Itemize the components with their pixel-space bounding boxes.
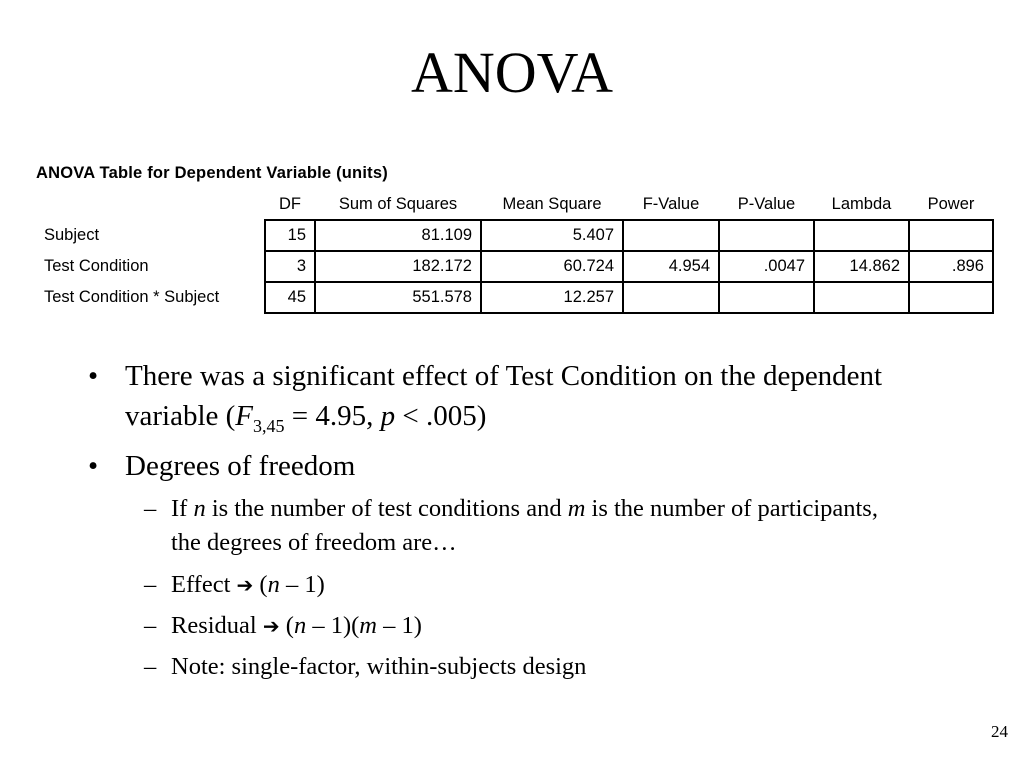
subbullet-dash: – bbox=[144, 612, 157, 639]
cell-f-value: 4.954 bbox=[623, 251, 719, 282]
subbullet-text bbox=[171, 609, 891, 643]
header-f-value: F-Value bbox=[642, 195, 700, 213]
f-degrees-subscript: 3,45 bbox=[253, 415, 285, 436]
f-statistic-symbol: F bbox=[235, 400, 254, 432]
header-blank bbox=[36, 190, 265, 220]
cell-power: .896 bbox=[909, 251, 993, 282]
cell-f-value bbox=[623, 282, 719, 313]
header-p-value: P-Value bbox=[737, 195, 796, 213]
table-row bbox=[36, 282, 993, 313]
cell-mean-square: 5.407 bbox=[481, 220, 623, 251]
text-part: If bbox=[171, 495, 194, 522]
m-symbol: m bbox=[359, 612, 377, 639]
bullet-dot: • bbox=[88, 450, 99, 482]
row-label-test-condition: Test Condition bbox=[44, 257, 149, 275]
header-mean-square: Mean Square bbox=[502, 195, 602, 213]
header-sum-of-squares: Sum of Squares bbox=[338, 195, 458, 213]
text-part: is the number of test conditions and bbox=[205, 495, 568, 522]
bullet-text-part2: = 4.95, bbox=[284, 400, 381, 432]
subbullet-dash: – bbox=[144, 653, 157, 680]
cell-df: 3 bbox=[265, 251, 315, 282]
text-part: – 1)( bbox=[306, 612, 360, 639]
bullet-text-part3: < .005) bbox=[395, 400, 487, 432]
cell-df: 15 bbox=[265, 220, 315, 251]
bullet-dot: • bbox=[88, 360, 99, 392]
header-lambda: Lambda bbox=[831, 195, 892, 213]
text-part: ( bbox=[279, 612, 294, 639]
cell-sum-of-squares: 551.578 bbox=[315, 282, 481, 313]
text-part: Residual bbox=[171, 612, 263, 639]
text-part: – 1) bbox=[279, 571, 325, 598]
cell-df: 45 bbox=[265, 282, 315, 313]
subbullet-dash: – bbox=[144, 495, 157, 522]
cell-p-value: .0047 bbox=[719, 251, 814, 282]
n-symbol: n bbox=[267, 571, 280, 598]
table-row bbox=[36, 251, 993, 282]
slide-title: ANOVA bbox=[411, 40, 613, 105]
header-df: DF bbox=[279, 195, 301, 213]
row-label-subject: Subject bbox=[44, 226, 100, 244]
p-symbol: p bbox=[380, 400, 396, 432]
right-arrow-icon: ➔ bbox=[262, 614, 280, 638]
cell-sum-of-squares: 182.172 bbox=[315, 251, 481, 282]
text-part: Effect bbox=[171, 571, 237, 598]
cell-power bbox=[909, 282, 993, 313]
cell-p-value bbox=[719, 282, 814, 313]
subbullet-text bbox=[171, 492, 891, 560]
subbullet-text bbox=[171, 568, 891, 602]
cell-lambda bbox=[814, 282, 909, 313]
m-symbol: m bbox=[567, 495, 586, 522]
text-part: ( bbox=[253, 571, 268, 598]
text-part: is the number of participants, the degrees of freedom are… bbox=[171, 495, 878, 556]
subbullet-text: Note: single-factor, within-subjects design bbox=[171, 653, 587, 680]
bullet-text bbox=[125, 356, 925, 436]
cell-power bbox=[909, 220, 993, 251]
cell-f-value bbox=[623, 220, 719, 251]
subbullet-dash: – bbox=[144, 571, 157, 598]
table-caption: ANOVA Table for Dependent Variable (units) bbox=[36, 164, 388, 182]
anova-table bbox=[36, 190, 994, 314]
n-symbol: n bbox=[293, 612, 307, 639]
table-header-row bbox=[36, 190, 993, 220]
row-label-test-condition-subject: Test Condition * Subject bbox=[44, 288, 220, 306]
cell-mean-square: 60.724 bbox=[481, 251, 623, 282]
bullet-text-part1: There was a significant effect of Test Condition on the dependent variable ( bbox=[125, 360, 883, 432]
bullet-text: Degrees of freedom bbox=[125, 450, 356, 482]
cell-p-value bbox=[719, 220, 814, 251]
right-arrow-icon: ➔ bbox=[236, 573, 254, 597]
text-part: – 1) bbox=[376, 612, 422, 639]
cell-sum-of-squares: 81.109 bbox=[315, 220, 481, 251]
page-number: 24 bbox=[991, 722, 1008, 741]
cell-mean-square: 12.257 bbox=[481, 282, 623, 313]
n-symbol: n bbox=[193, 495, 206, 522]
header-power: Power bbox=[927, 195, 975, 213]
cell-lambda bbox=[814, 220, 909, 251]
table-row bbox=[36, 220, 993, 251]
cell-lambda: 14.862 bbox=[814, 251, 909, 282]
